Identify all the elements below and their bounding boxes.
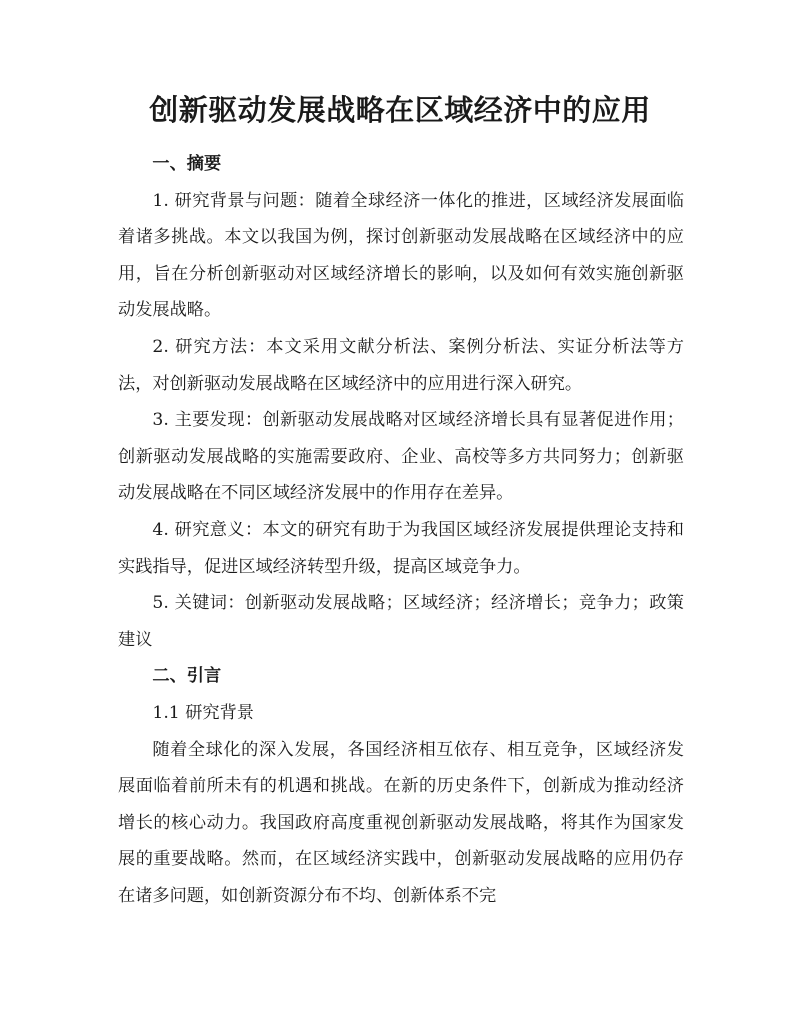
abstract-paragraph-background: 1. 研究背景与问题：随着全球经济一体化的推进，区域经济发展面临着诸多挑战。本文以我国为例，探讨创新驱动发展战略在区域经济中的应用，旨在分析创新驱动对区域经济增长的影响，以及如何有效实施创新驱动发展战略。	[118, 190, 684, 321]
abstract-paragraph-significance: 4. 研究意义：本文的研究有助于为我国区域经济发展提供理论支持和实践指导，促进区域经济转型升级，提高区域竞争力。	[118, 519, 684, 577]
section-heading-introduction: 二、引言	[152, 666, 222, 687]
introduction-paragraph: 随着全球化的深入发展，各国经济相互依存、相互竞争，区域经济发展面临着前所未有的机遇和挑战。在新的历史条件下，创新成为推动经济增长的核心动力。我国政府高度重视创新驱动发展战略，将其作为国家发展的重要战略。然而，在区域经济实践中，创新驱动发展战略的应用仍存在诸多问题，如创新资源分布不均、创新体系不完	[118, 739, 684, 906]
abstract-paragraph-findings: 3. 主要发现：创新驱动发展战略对区域经济增长具有显著促进作用；创新驱动发展战略的实施需要政府、企业、高校等多方共同努力；创新驱动发展战略在不同区域经济发展中的作用存在差异。	[118, 410, 684, 504]
section-heading-abstract: 一、摘要	[152, 154, 222, 174]
document-body	[118, 146, 684, 914]
abstract-paragraph-methods: 2. 研究方法：本文采用文献分析法、案例分析法、实证分析法等方法，对创新驱动发展战略在区域经济中的应用进行深入研究。	[118, 336, 684, 394]
abstract-paragraph-keywords: 5. 关键词：创新驱动发展战略；区域经济；经济增长；竞争力；政策建议	[118, 593, 684, 650]
document-title: 创新驱动发展战略在区域经济中的应用	[149, 93, 651, 127]
subsection-heading-background: 1.1 研究背景	[152, 702, 254, 723]
